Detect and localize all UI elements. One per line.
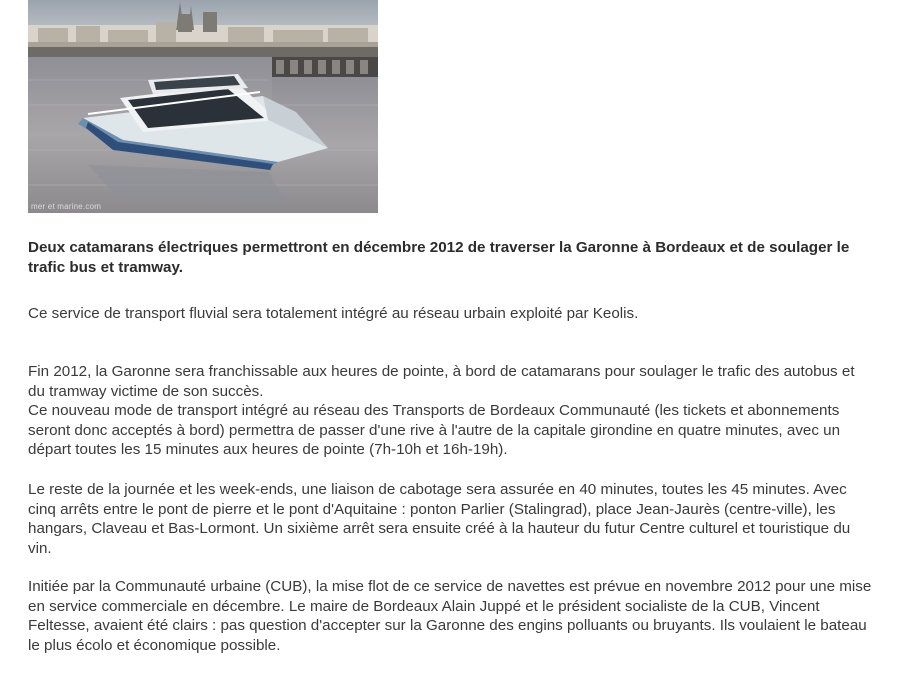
article-paragraph-3: Le reste de la journée et les week-ends, une liaison de cabotage sera assurée en 40 minutes, toutes les 45 minutes. Avec cinq arrêts entre le pont de pierre et le pont d'Aquitaine : ponton Parlier (Stalingrad), place Jean-Jaurès (centre-ville), les hangars, Claveau et Bas-Lormont. Un sixième arrêt sera ensuite créé à la hauteur du futur Centre culturel et touristique du vin. xyxy=(28,481,851,557)
article-photo xyxy=(28,0,378,213)
article-paragraph-2 xyxy=(28,362,873,460)
article-paragraph-2b: Ce nouveau mode de transport intégré au réseau des Transports de Bordeaux Communauté (les tickets et abonnements seront donc acceptés à bord) permettra de passer d'une rive à l'autre de la capitale girondine en quatre minutes, avec un départ toutes les 15 minutes aux heures de pointe (7h-10h et 16h-19h). xyxy=(28,402,841,459)
article-lead: Deux catamarans électriques permettront en décembre 2012 de traverser la Garonne à Bordeaux et de soulager le trafic bus et tramway. xyxy=(28,239,850,276)
article-intro: Ce service de transport fluvial sera totalement intégré au réseau urbain exploité par Keolis. xyxy=(28,305,639,322)
article-paragraph-2a: Fin 2012, la Garonne sera franchissable aux heures de pointe, à bord de catamarans pour soulager le trafic des autobus et du tramway victime de son succès. xyxy=(28,363,855,400)
catamaran-image xyxy=(28,0,378,213)
article-paragraph-4: Initiée par la Communauté urbaine (CUB), la mise flot de ce service de navettes est prévue en novembre 2012 pour une mise en service commerciale en décembre. Le maire de Bordeaux Alain Juppé et le président socialiste de la CUB, Vincent Feltesse, avaient été clairs : pas question d'accepter sur la Garonne des engins polluants ou bruyants. Ils voulaient le bateau le plus écolo et économique possible. xyxy=(28,578,872,654)
photo-credit: mer et marine.com xyxy=(31,202,102,211)
